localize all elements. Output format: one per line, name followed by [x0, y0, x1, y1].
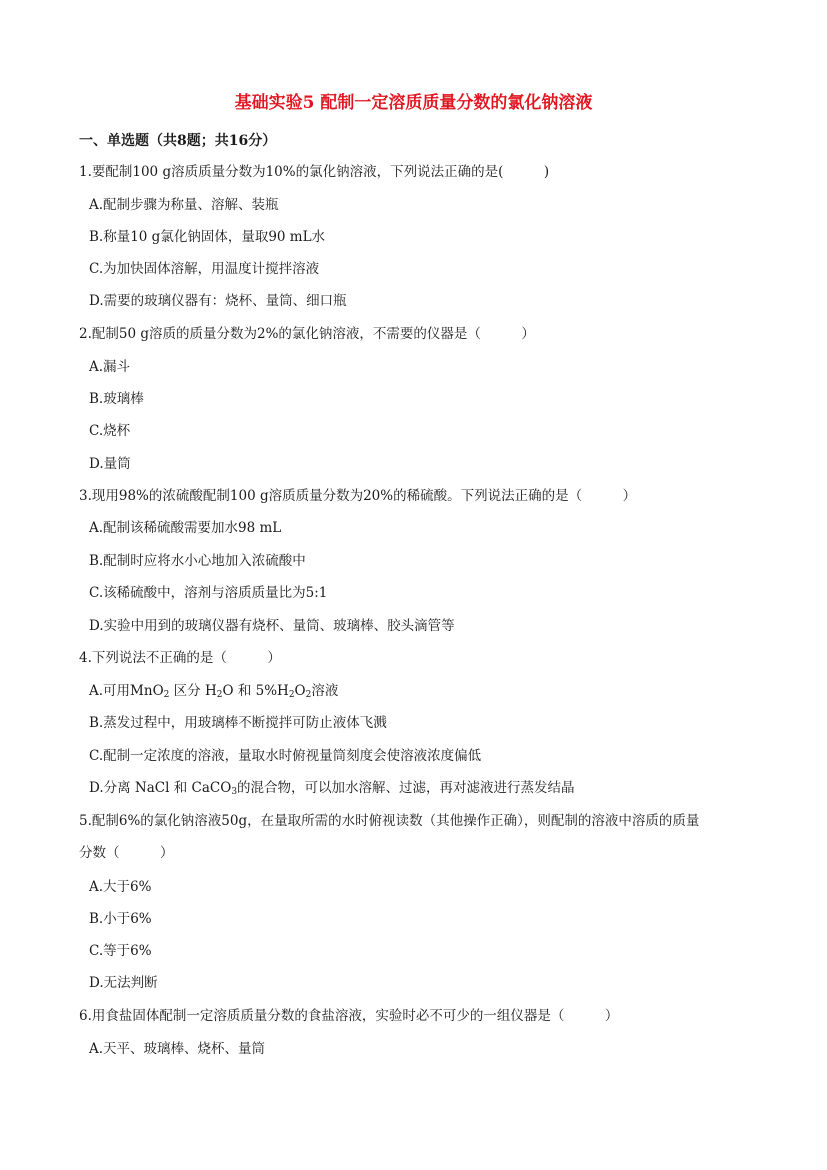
question-1-option-a: A.配制步骤为称量、溶解、装瓶	[89, 197, 279, 213]
question-2-option-d: D.量筒	[89, 456, 131, 472]
question-3-option-b: B.配制时应将水小心地加入浓硫酸中	[89, 553, 306, 569]
question-2-option-c: C.烧杯	[89, 423, 131, 439]
question-4-stem: 4.下列说法不正确的是（ ）	[79, 650, 281, 666]
question-5-option-b: B.小于6%	[89, 911, 152, 927]
question-4-option-d: D.分离 NaCl 和 CaCO$_3$的混合物，可以加水溶解、过滤，再对滤液进行蒸发结晶	[89, 780, 575, 797]
question-1-stem: 1.要配制100 g溶质质量分数为10%的氯化钠溶液，下列说法正确的是( )	[79, 164, 550, 180]
question-4-option-a: A.可用MnO$_2$ 区分 $H_2O$ 和 $5\%H_2O_2$溶液	[89, 683, 339, 700]
question-1-option-b: B.称量10 g氯化钠固体，量取90 mL水	[89, 229, 326, 245]
question-3-stem: 3.现用98%的浓硫酸配制100 g溶质质量分数为20%的稀硫酸。下列说法正确的是（ ）	[79, 488, 637, 504]
question-2-option-a: A.漏斗	[89, 359, 131, 375]
question-3-option-c: C.该稀硫酸中，溶剂与溶质质量比为5:1	[89, 585, 328, 601]
question-3-option-a: A.配制该稀硫酸需要加水98 mL	[89, 520, 282, 536]
question-4-option-c: C.配制一定浓度的溶液，量取水时俯视量筒刻度会使溶液浓度偏低	[89, 748, 482, 764]
question-2-option-b: B.玻璃棒	[89, 391, 144, 407]
question-5-stem-continued: 分数（ ）	[79, 845, 174, 861]
question-1-option-c: C.为加快固体溶解，用温度计搅拌溶液	[89, 261, 320, 277]
question-2-stem: 2.配制50 g溶质的质量分数为2%的氯化钠溶液，不需要的仪器是（ ）	[79, 326, 535, 342]
question-1-option-d: D.需要的玻璃仪器有：烧杯、量筒、细口瓶	[89, 293, 347, 309]
question-5-option-c: C.等于6%	[89, 943, 152, 959]
question-4-option-b: B.蒸发过程中，用玻璃棒不断搅拌可防止液体飞溅	[89, 715, 387, 731]
question-6-option-a: A.天平、玻璃棒、烧杯、量筒	[89, 1041, 266, 1057]
question-3-option-d: D.实验中用到的玻璃仪器有烧杯、量筒、玻璃棒、胶头滴管等	[89, 618, 455, 634]
question-6-stem: 6.用食盐固体配制一定溶质质量分数的食盐溶液，实验时必不可少的一组仪器是（ ）	[79, 1008, 619, 1024]
section-heading: 一、单选题（共8题；共16分）	[79, 133, 277, 149]
question-5-option-d: D.无法判断	[89, 975, 158, 991]
question-5-option-a: A.大于6%	[89, 879, 152, 895]
page-title: 基础实验5 配制一定溶质质量分数的氯化钠溶液	[234, 93, 593, 113]
question-5-stem: 5.配制6%的氯化钠溶液50g，在量取所需的水时俯视读数（其他操作正确），则配制的溶液中溶质的质量	[79, 813, 700, 829]
